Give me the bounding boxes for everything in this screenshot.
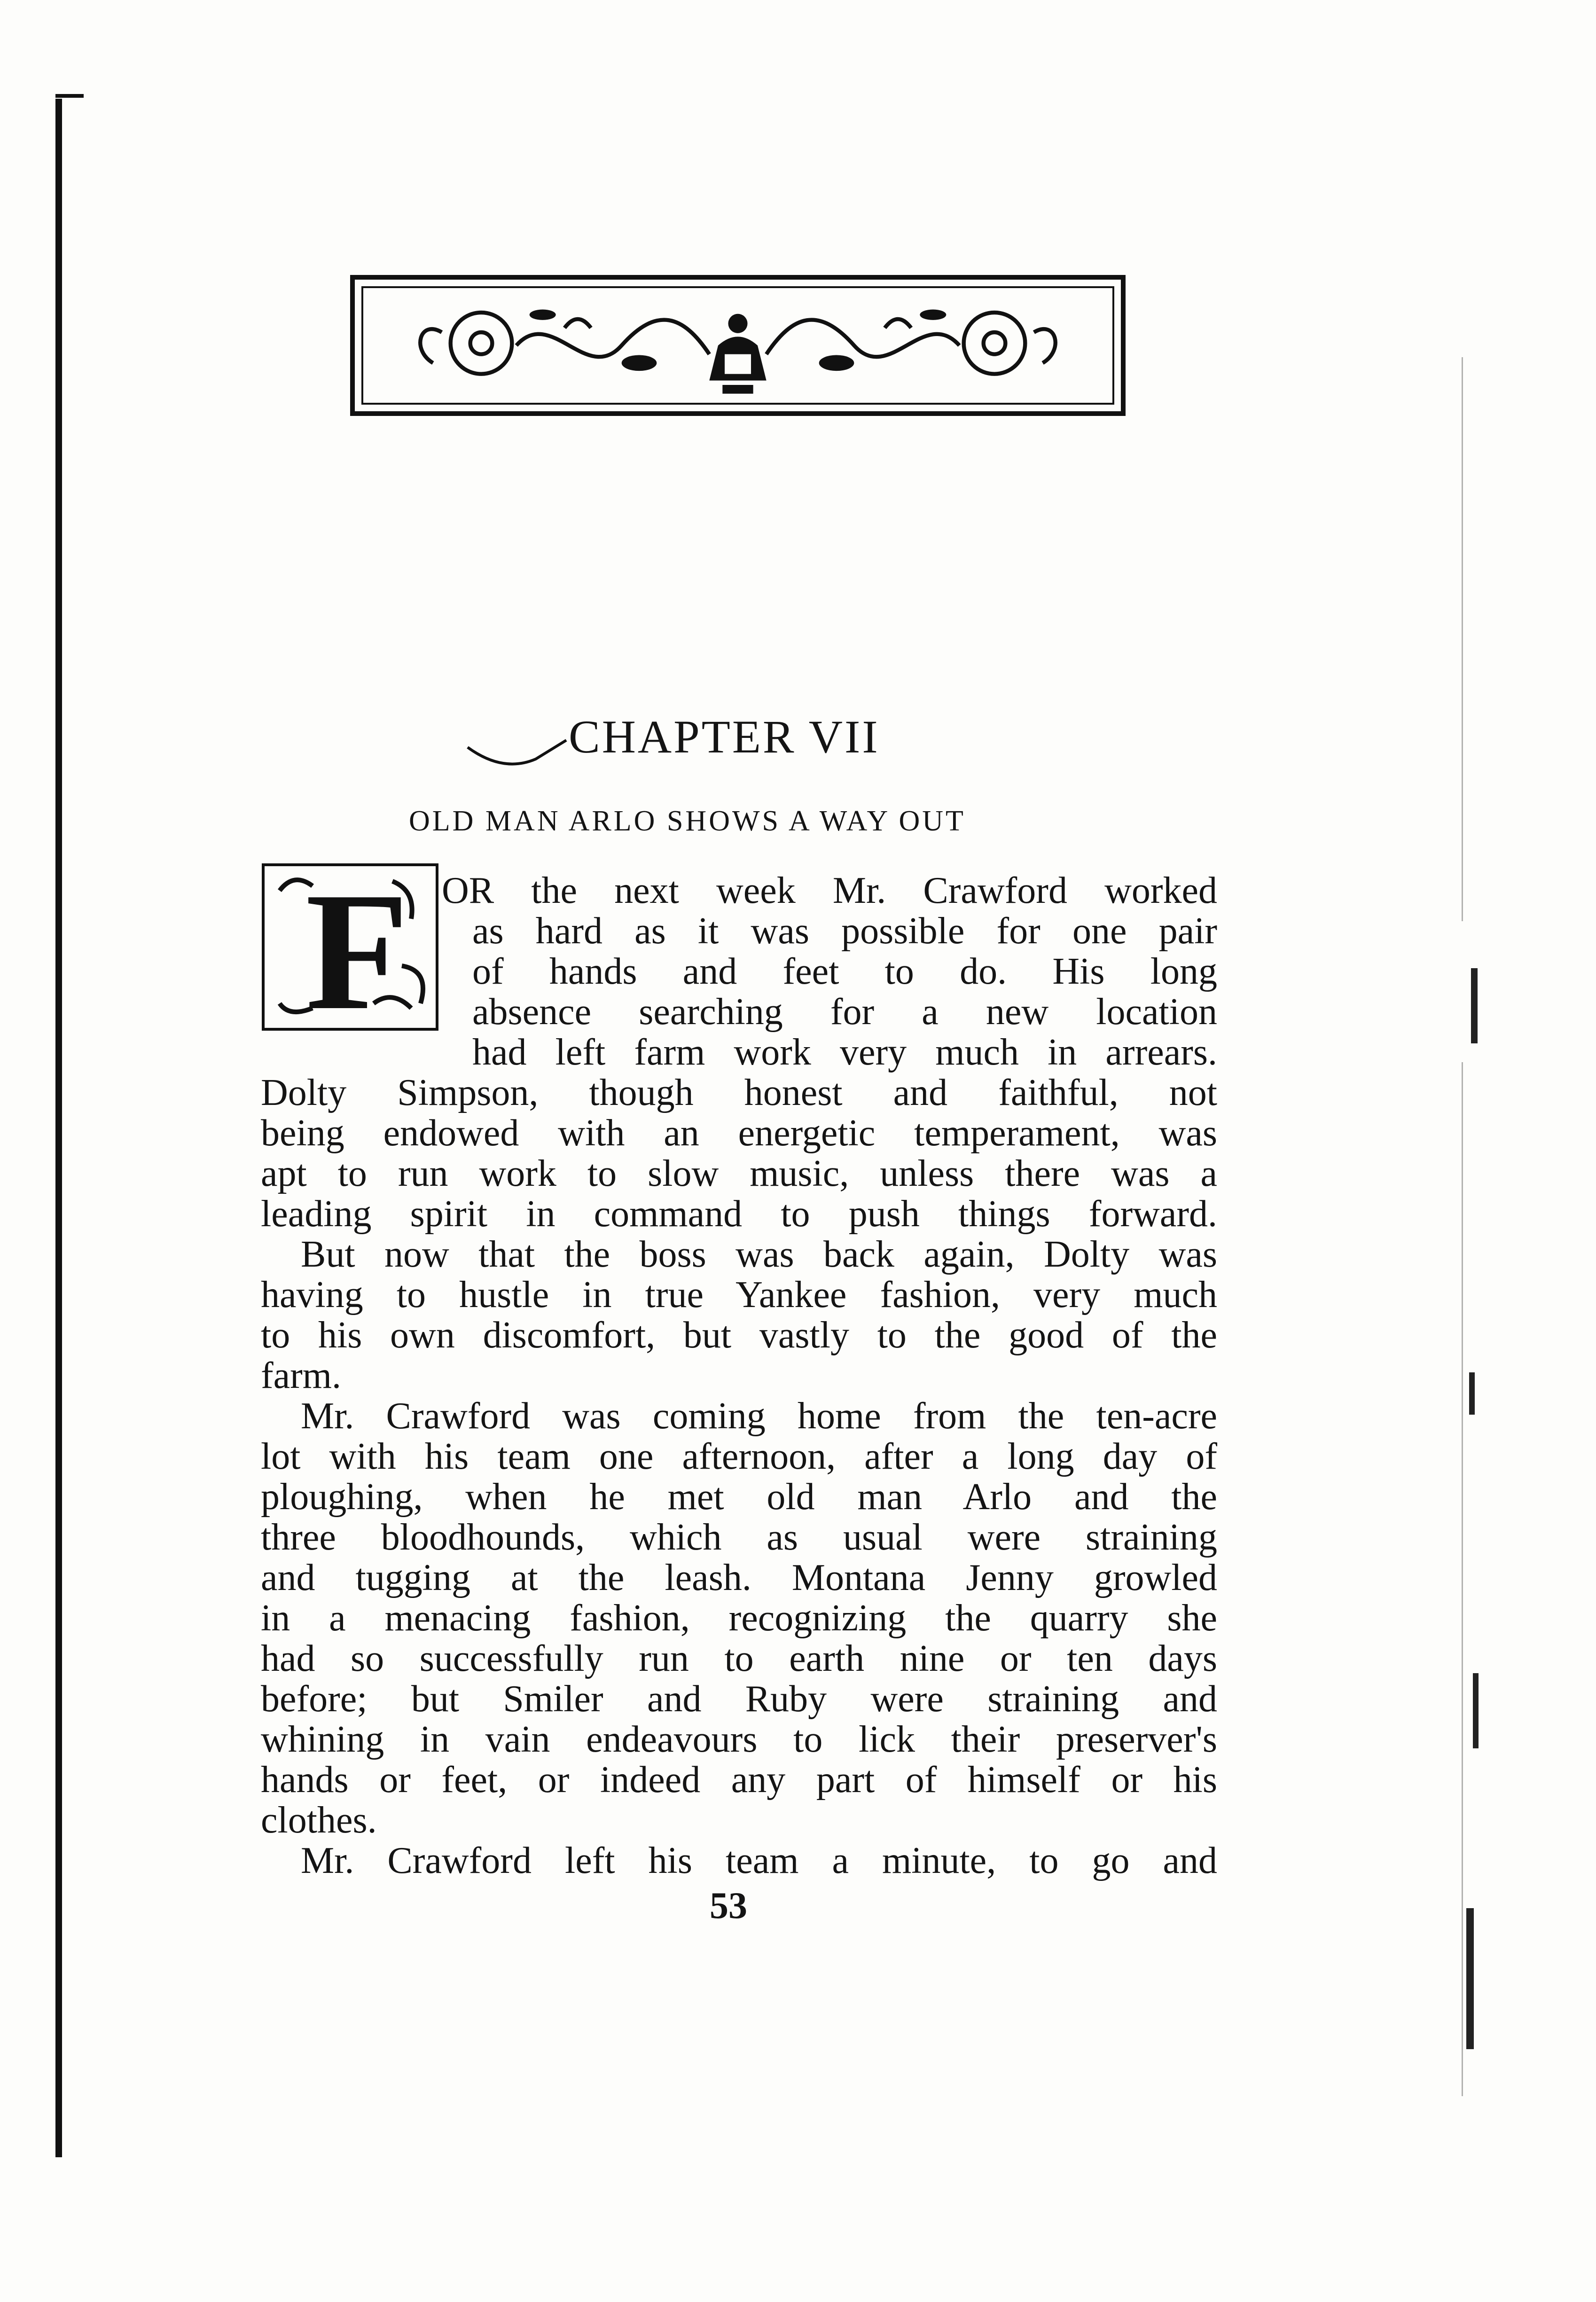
svg-text:F: F (305, 862, 409, 1032)
body-line: to his own discomfort, but vastly to the good of the (261, 1315, 1217, 1356)
chapter-subtitle: OLD MAN ARLO SHOWS A WAY OUT (409, 805, 966, 837)
body-line: apt to run work to slow music, unless there was a (261, 1153, 1217, 1194)
chapter-head-ornament (350, 275, 1126, 416)
body-line: leading spirit in command to push things forward. (261, 1193, 1217, 1235)
body-line: Dolty Simpson, though honest and faithful, not (261, 1072, 1217, 1113)
body-line: had so successfully run to earth nine or ten days (261, 1638, 1217, 1679)
scan-edge-rule (55, 99, 62, 2157)
body-line: being endowed with an energetic temperament, was (261, 1112, 1217, 1154)
chapter-title: CHAPTER VII (569, 711, 880, 763)
body-line: whining in vain endeavours to lick their preserver's (261, 1719, 1217, 1760)
body-line: had left farm work very much in arrears. (472, 1032, 1217, 1073)
body-line: absence searching for a new location (472, 991, 1217, 1033)
body-line: in a menacing fashion, recognizing the quarry she (261, 1597, 1217, 1639)
body-line: Mr. Crawford left his team a minute, to go and (301, 1840, 1217, 1881)
body-line: clothes. (261, 1800, 377, 1841)
body-line: having to hustle in true Yankee fashion, very much (261, 1274, 1217, 1315)
floral-vignette-icon (355, 280, 1121, 411)
body-line: as hard as it was possible for one pair (472, 910, 1217, 952)
chapter-swash-icon (465, 733, 573, 771)
page-number: 53 (710, 1885, 747, 1926)
drop-cap-f-icon (261, 862, 439, 1032)
body-line: OR the next week Mr. Crawford worked (442, 870, 1217, 911)
body-line: But now that the boss was back again, Dolty was (301, 1234, 1217, 1275)
body-line: three bloodhounds, which as usual were straining (261, 1517, 1217, 1558)
scan-edge-mark (55, 94, 84, 98)
body-line: hands or feet, or indeed any part of himself or his (261, 1759, 1217, 1801)
scan-gutter-noise (1452, 263, 1513, 2143)
body-line: of hands and feet to do. His long (472, 951, 1217, 992)
body-line: lot with his team one afternoon, after a long day of (261, 1436, 1217, 1477)
body-line: farm. (261, 1355, 342, 1396)
body-line: Mr. Crawford was coming home from the ten-acre (301, 1395, 1217, 1437)
body-line: and tugging at the leash. Montana Jenny growled (261, 1557, 1217, 1598)
body-line: before; but Smiler and Ruby were straining and (261, 1678, 1217, 1720)
body-line: ploughing, when he met old man Arlo and the (261, 1476, 1217, 1518)
